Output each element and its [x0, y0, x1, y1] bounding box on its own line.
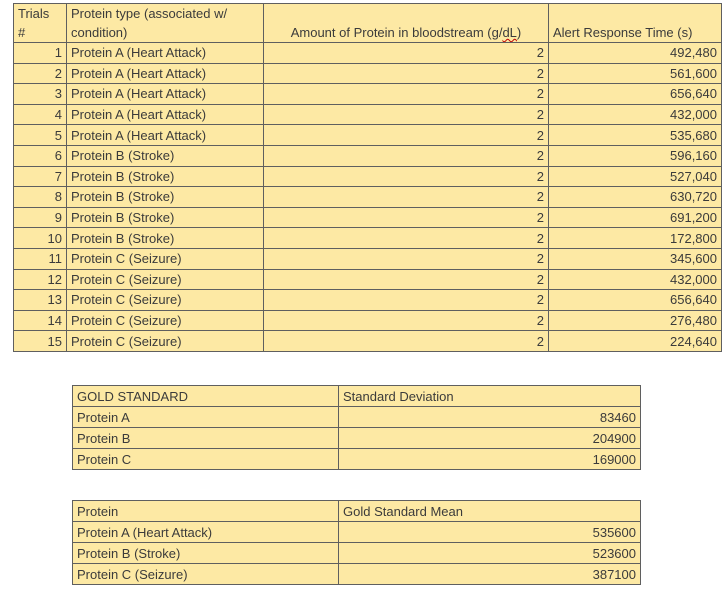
trial-number-header[interactable] — [14, 4, 67, 43]
alert-time-cell[interactable]: 492,480 — [549, 43, 722, 64]
protein-type-cell[interactable]: Protein A (Heart Attack) — [67, 63, 264, 84]
amount-header-suffix: ) — [516, 25, 522, 40]
trial-number-cell[interactable]: 9 — [14, 207, 67, 228]
alert-time-cell[interactable]: 224,640 — [549, 331, 722, 352]
trial-number-cell[interactable]: 8 — [14, 187, 67, 208]
protein-type-cell[interactable]: Protein C (Seizure) — [67, 248, 264, 269]
alert-time-header[interactable]: Alert Response Time (s) — [549, 4, 722, 43]
table-row — [73, 543, 641, 564]
sd-header-label[interactable]: GOLD STANDARD — [73, 386, 339, 407]
trial-number-cell[interactable]: 3 — [14, 84, 67, 105]
standard-deviation-table — [72, 385, 641, 470]
trial-number-cell[interactable]: 13 — [14, 290, 67, 311]
protein-type-cell[interactable]: Protein C (Seizure) — [67, 269, 264, 290]
amount-header-unit: dL — [502, 25, 517, 40]
table-row — [14, 84, 722, 105]
alert-time-cell[interactable]: 596,160 — [549, 145, 722, 166]
sd-label-cell[interactable]: Protein C — [73, 449, 339, 470]
protein-type-cell[interactable]: Protein A (Heart Attack) — [67, 84, 264, 105]
alert-time-cell[interactable]: 345,600 — [549, 248, 722, 269]
gold-standard-mean-table — [72, 500, 641, 585]
sd-value-cell[interactable]: 83460 — [339, 407, 641, 428]
protein-type-cell[interactable]: Protein C (Seizure) — [67, 290, 264, 311]
trial-number-cell[interactable]: 7 — [14, 166, 67, 187]
amount-header-prefix: Amount of Protein in bloodstream (g/ — [290, 25, 503, 40]
table-row — [14, 166, 722, 187]
trial-number-cell[interactable]: 14 — [14, 310, 67, 331]
trial-header-line1: Trials — [18, 6, 50, 21]
table-row — [14, 290, 722, 311]
sd-label-cell[interactable]: Protein A — [73, 407, 339, 428]
amount-cell[interactable]: 2 — [264, 310, 549, 331]
mean-label-cell[interactable]: Protein B (Stroke) — [73, 543, 339, 564]
table-row — [14, 207, 722, 228]
amount-cell[interactable]: 2 — [264, 63, 549, 84]
amount-cell[interactable]: 2 — [264, 248, 549, 269]
amount-header[interactable] — [264, 4, 549, 43]
protein-type-cell[interactable]: Protein A (Heart Attack) — [67, 43, 264, 64]
trial-number-cell[interactable]: 12 — [14, 269, 67, 290]
table-row — [14, 63, 722, 84]
trial-header-line2: # — [18, 25, 26, 40]
amount-cell[interactable]: 2 — [264, 269, 549, 290]
table-row — [73, 428, 641, 449]
amount-cell[interactable]: 2 — [264, 207, 549, 228]
mean-label-cell[interactable]: Protein A (Heart Attack) — [73, 522, 339, 543]
amount-cell[interactable]: 2 — [264, 145, 549, 166]
mean-label-cell[interactable]: Protein C (Seizure) — [73, 564, 339, 585]
table-row — [14, 43, 722, 64]
table-row — [14, 187, 722, 208]
table-row — [14, 248, 722, 269]
mean-value-cell[interactable]: 387100 — [339, 564, 641, 585]
amount-cell[interactable]: 2 — [264, 166, 549, 187]
trials-header-row — [14, 4, 722, 43]
trial-number-cell[interactable]: 6 — [14, 145, 67, 166]
trial-number-cell[interactable]: 15 — [14, 331, 67, 352]
trials-table — [13, 3, 722, 352]
alert-time-cell[interactable]: 561,600 — [549, 63, 722, 84]
alert-time-cell[interactable]: 527,040 — [549, 166, 722, 187]
sd-value-cell[interactable]: 169000 — [339, 449, 641, 470]
alert-time-cell[interactable]: 630,720 — [549, 187, 722, 208]
table-row — [14, 228, 722, 249]
protein-type-cell[interactable]: Protein B (Stroke) — [67, 187, 264, 208]
protein-type-cell[interactable]: Protein C (Seizure) — [67, 310, 264, 331]
trial-number-cell[interactable]: 5 — [14, 125, 67, 146]
protein-type-cell[interactable]: Protein B (Stroke) — [67, 166, 264, 187]
amount-cell[interactable]: 2 — [264, 43, 549, 64]
table-row — [14, 104, 722, 125]
protein-type-cell[interactable]: Protein A (Heart Attack) — [67, 104, 264, 125]
alert-time-cell[interactable]: 656,640 — [549, 290, 722, 311]
sd-value-cell[interactable]: 204900 — [339, 428, 641, 449]
alert-time-cell[interactable]: 432,000 — [549, 269, 722, 290]
mean-header-row — [73, 501, 641, 522]
protein-type-cell[interactable]: Protein A (Heart Attack) — [67, 125, 264, 146]
mean-header-value[interactable]: Gold Standard Mean — [339, 501, 641, 522]
protein-type-cell[interactable]: Protein C (Seizure) — [67, 331, 264, 352]
alert-time-cell[interactable]: 656,640 — [549, 84, 722, 105]
amount-cell[interactable]: 2 — [264, 84, 549, 105]
amount-cell[interactable]: 2 — [264, 187, 549, 208]
amount-cell[interactable]: 2 — [264, 228, 549, 249]
protein-type-cell[interactable]: Protein B (Stroke) — [67, 145, 264, 166]
table-row — [73, 564, 641, 585]
trial-number-cell[interactable]: 2 — [14, 63, 67, 84]
trial-number-cell[interactable]: 4 — [14, 104, 67, 125]
table-row — [14, 310, 722, 331]
protein-type-cell[interactable]: Protein B (Stroke) — [67, 228, 264, 249]
sd-label-cell[interactable]: Protein B — [73, 428, 339, 449]
mean-value-cell[interactable]: 523600 — [339, 543, 641, 564]
trial-number-cell[interactable]: 1 — [14, 43, 67, 64]
alert-time-cell[interactable]: 432,000 — [549, 104, 722, 125]
amount-cell[interactable]: 2 — [264, 104, 549, 125]
table-row — [73, 449, 641, 470]
alert-time-cell[interactable]: 691,200 — [549, 207, 722, 228]
table-row — [73, 407, 641, 428]
table-row — [14, 331, 722, 352]
amount-cell[interactable]: 2 — [264, 331, 549, 352]
alert-time-cell[interactable]: 172,800 — [549, 228, 722, 249]
protein-type-cell[interactable]: Protein B (Stroke) — [67, 207, 264, 228]
trial-number-cell[interactable]: 11 — [14, 248, 67, 269]
table-row — [14, 145, 722, 166]
amount-cell[interactable]: 2 — [264, 125, 549, 146]
protein-type-header[interactable]: Protein type (associated w/ condition) — [67, 4, 264, 43]
alert-time-cell[interactable]: 276,480 — [549, 310, 722, 331]
table-row — [14, 125, 722, 146]
alert-time-cell[interactable]: 535,680 — [549, 125, 722, 146]
table-row — [73, 522, 641, 543]
table-row — [14, 269, 722, 290]
mean-value-cell[interactable]: 535600 — [339, 522, 641, 543]
mean-header-label[interactable]: Protein — [73, 501, 339, 522]
sd-header-value[interactable]: Standard Deviation — [339, 386, 641, 407]
sd-header-row — [73, 386, 641, 407]
trial-number-cell[interactable]: 10 — [14, 228, 67, 249]
amount-cell[interactable]: 2 — [264, 290, 549, 311]
